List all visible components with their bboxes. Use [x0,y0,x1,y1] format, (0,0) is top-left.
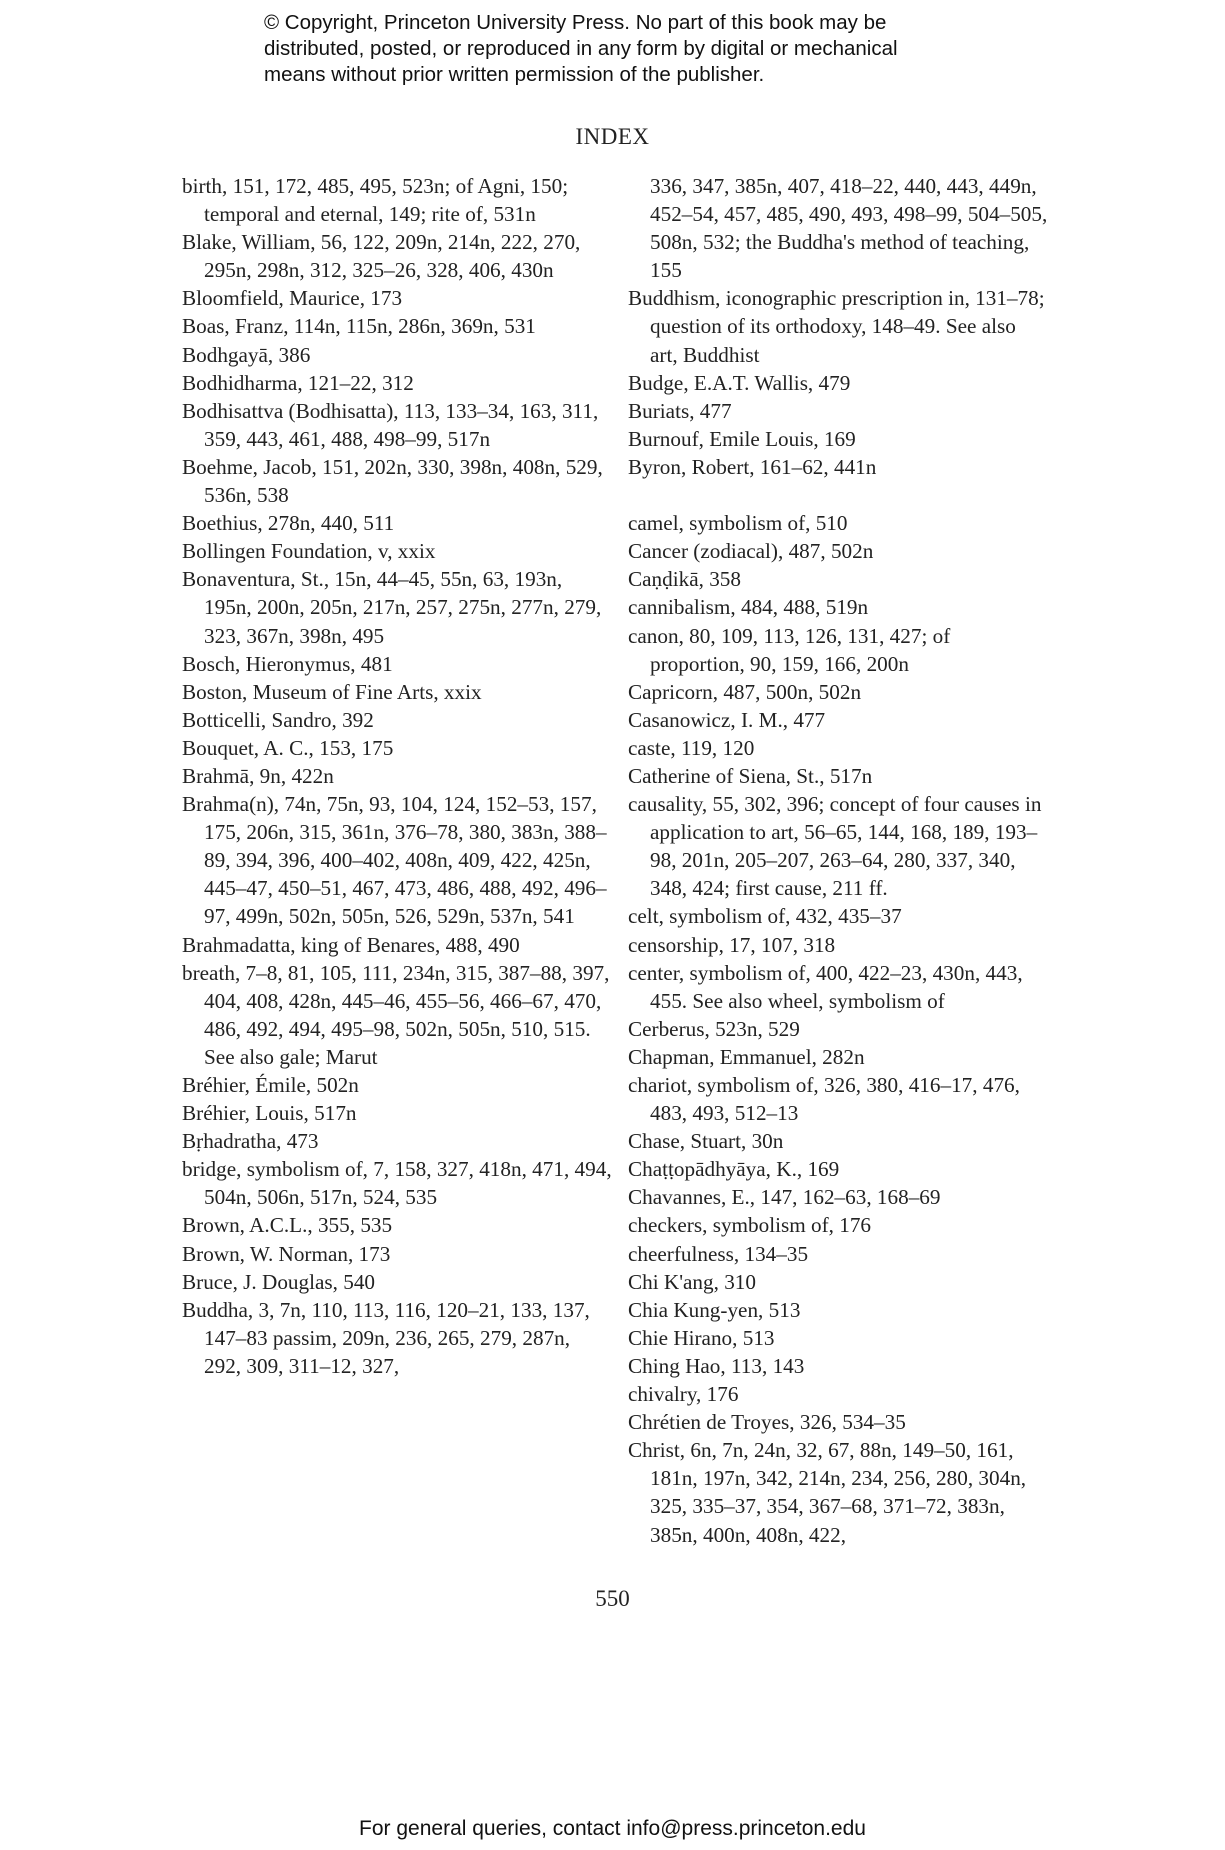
index-entry: Chavannes, E., 147, 162–63, 168–69 [628,1185,941,1210]
index-entry: chariot, symbolism of, 326, 380, 416–17, 476, 483, 493, 512–13 [628,1073,1020,1126]
index-entry: Capricorn, 487, 500n, 502n [628,679,862,704]
index-entry: breath, 7–8, 81, 105, 111, 234n, 315, 387–88, 397, 404, 408, 428n, 445–46, 455–56, 466–67, 470, 486, 492, 494, 495–98, 502n, 505n, 510, 515. See also gale; Marut [182,960,610,1069]
index-entry: Ching Hao, 113, 143 [628,1353,805,1378]
index-entry: Burnouf, Emile Louis, 169 [628,426,856,451]
index-entry: Cancer (zodiacal), 487, 502n [628,539,874,564]
index-entry: canon, 80, 109, 113, 126, 131, 427; of proportion, 90, 159, 166, 200n [628,623,951,676]
index-entry: Brown, W. Norman, 173 [182,1241,391,1266]
index-entry: Casanowicz, I. M., 477 [628,707,826,732]
index-entry: Cerberus, 523n, 529 [628,1016,800,1041]
index-entry: cannibalism, 484, 488, 519n [628,595,869,620]
index-entry: censorship, 17, 107, 318 [628,932,836,957]
index-title: INDEX [575,124,650,149]
index-entry: Chaṭṭopādhyāya, K., 169 [628,1157,840,1182]
index-entry: Chase, Stuart, 30n [628,1129,784,1154]
index-entry: Brahmā, 9n, 422n [182,763,334,788]
index-entry: Budge, E.A.T. Wallis, 479 [628,370,851,395]
index-entry: bridge, symbolism of, 7, 158, 327, 418n, 471, 494, 504n, 506n, 517n, 524, 535 [182,1157,612,1210]
index-entry: Catherine of Siena, St., 517n [628,763,873,788]
index-entry-continued: 336, 347, 385n, 407, 418–22, 440, 443, 449n, 452–54, 457, 485, 490, 493, 498–99, 504–505, 508n, 532; the Buddha's method of teaching, 155 [650,174,1048,283]
index-entry: Bouquet, A. C., 153, 175 [182,735,394,760]
index-column-right [628,172,1048,1549]
index-entry: Chrétien de Troyes, 326, 534–35 [628,1410,906,1435]
index-entry: Botticelli, Sandro, 392 [182,707,374,732]
index-entry: Bodhgayā, 386 [182,342,311,367]
index-entry: camel, symbolism of, 510 [628,511,848,536]
index-entry: Bréhier, Louis, 517n [182,1101,357,1126]
index-entry: Buddhism, iconographic prescription in, 131–78; question of its orthodoxy, 148–49. See also art, Buddhist [628,286,1045,367]
index-entry: Buddha, 3, 7n, 110, 113, 116, 120–21, 133, 137, 147–83 passim, 209n, 236, 265, 279, 287n, 292, 309, 311–12, 327, [182,1297,590,1378]
index-entry: birth, 151, 172, 485, 495, 523n; of Agni, 150; temporal and eternal, 149; rite of, 531n [182,174,569,227]
page-number: 550 [595,1586,630,1611]
index-entry: Boas, Franz, 114n, 115n, 286n, 369n, 531 [182,314,536,339]
index-entry: Boehme, Jacob, 151, 202n, 330, 398n, 408n, 529, 536n, 538 [182,454,603,508]
index-entry: Boston, Museum of Fine Arts, xxix [182,679,482,704]
index-entry: Brahmadatta, king of Benares, 488, 490 [182,932,520,957]
index-entry: center, symbolism of, 400, 422–23, 430n, 443, 455. See also wheel, symbolism of [628,960,1023,1013]
index-entry: Bṛhadratha, 473 [182,1129,319,1154]
index-entry: Bréhier, Émile, 502n [182,1073,359,1097]
index-entry: Chapman, Emmanuel, 282n [628,1044,865,1069]
index-column-left [182,172,612,1380]
index-entry: Christ, 6n, 7n, 24n, 32, 67, 88n, 149–50, 161, 181n, 197n, 342, 214n, 234, 256, 280, 304n, 325, 335–37, 354, 367–68, 371–72, 383n, 385n, 400n, 408n, 422, [628,1438,1027,1547]
letter-section-gap [628,481,1048,509]
index-entry: Bosch, Hieronymus, 481 [182,651,393,676]
index-entry: chivalry, 176 [628,1382,739,1407]
index-entry: causality, 55, 302, 396; concept of four causes in application to art, 56–65, 144, 168, 189, 193–98, 201n, 205–207, 263–64, 280, 337, 340, 348, 424; first cause, 211 ff. [628,792,1042,901]
index-entry: cheerfulness, 134–35 [628,1241,809,1266]
index-entry: Bloomfield, Maurice, 173 [182,286,403,311]
index-entry: checkers, symbolism of, 176 [628,1213,872,1238]
index-entry: Bruce, J. Douglas, 540 [182,1269,376,1294]
index-entry: Blake, William, 56, 122, 209n, 214n, 222, 270, 295n, 298n, 312, 325–26, 328, 406, 430n [182,230,581,283]
index-entry: Brown, A.C.L., 355, 535 [182,1213,393,1238]
index-entry: Caṇḍikā, 358 [628,567,741,592]
index-entry: Bollingen Foundation, v, xxix [182,539,436,564]
index-entry: Chie Hirano, 513 [628,1325,775,1350]
index-entry: celt, symbolism of, 432, 435–37 [628,904,902,929]
index-entry: caste, 119, 120 [628,735,755,760]
index-entry: Boethius, 278n, 440, 511 [182,511,395,536]
footer-contact: For general queries, contact info@press.princeton.edu [359,1817,866,1840]
index-entry: Brahma(n), 74n, 75n, 93, 104, 124, 152–53, 157, 175, 206n, 315, 361n, 376–78, 380, 383n, 388–89, 394, 396, 400–402, 408n, 409, 422, 425n, 445–47, 450–51, 467, 473, 486, 488, 492, 496–97, 499n, 502n, 505n, 526, 529n, 537n, 541 [182,792,607,929]
copyright-notice: © Copyright, Princeton University Press. No part of this book may be distributed, posted, or reproduced in any form by digital or mechanical means without prior written permission of the publisher. [264,11,898,86]
index-entry: Buriats, 477 [628,398,732,423]
index-entry: Bodhidharma, 121–22, 312 [182,370,414,395]
index-entry: Bonaventura, St., 15n, 44–45, 55n, 63, 193n, 195n, 200n, 205n, 217n, 257, 275n, 277n, 279, 323, 367n, 398n, 495 [182,567,602,648]
index-entry: Bodhisattva (Bodhisatta), 113, 133–34, 163, 311, 359, 443, 461, 488, 498–99, 517n [182,398,599,451]
index-entry: Chi K'ang, 310 [628,1269,756,1294]
index-entry: Chia Kung-yen, 513 [628,1297,801,1322]
index-entry: Byron, Robert, 161–62, 441n [628,454,877,479]
